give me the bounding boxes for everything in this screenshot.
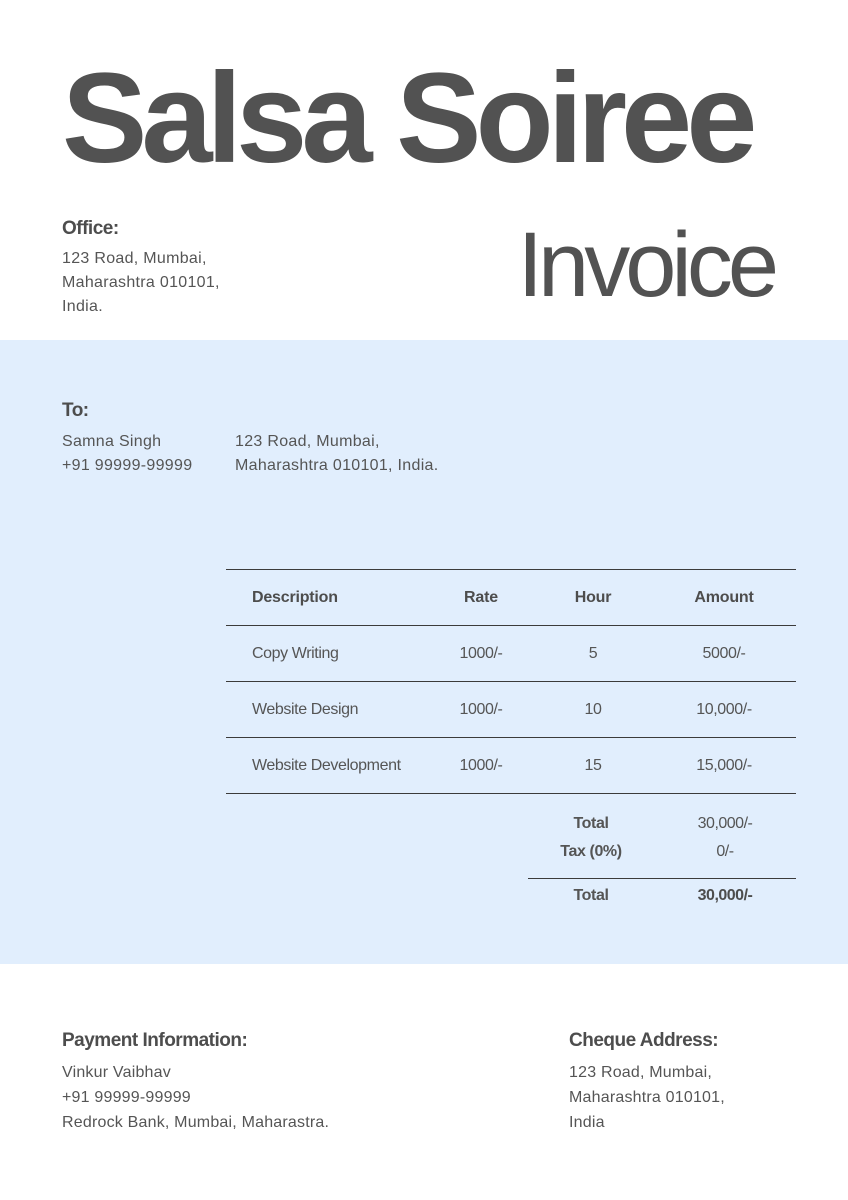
- column-header-description: Description: [226, 570, 428, 626]
- totals-divider: [528, 878, 796, 879]
- client-address-line: Maharashtra 010101, India.: [235, 457, 439, 474]
- tax-value: 0/-: [716, 843, 734, 860]
- document-title: Invoice: [517, 214, 774, 316]
- subtotal-label: Total: [573, 815, 609, 832]
- tax-row: [528, 838, 796, 866]
- subtotal-row: [528, 810, 796, 838]
- payment-info-label: Payment Information:: [62, 1030, 248, 1051]
- brand-title: Salsa Soiree: [62, 47, 752, 190]
- totals-block: [528, 810, 796, 910]
- tax-label: Tax (0%): [560, 843, 622, 860]
- subtotal-value: 30,000/-: [697, 815, 753, 832]
- payee-phone: +91 99999-99999: [62, 1089, 191, 1106]
- table-row: [226, 738, 796, 794]
- column-header-amount: Amount: [652, 570, 796, 626]
- cell-rate: 1000/-: [428, 626, 534, 682]
- payee-bank: Redrock Bank, Mumbai, Maharastra.: [62, 1114, 330, 1131]
- cell-description: Website Design: [226, 682, 428, 738]
- grand-total-value: 30,000/-: [697, 887, 753, 904]
- cheque-address-line: Maharashtra 010101,: [569, 1089, 725, 1106]
- grand-total-row: [528, 882, 796, 910]
- payee-name: Vinkur Vaibhav: [62, 1064, 171, 1081]
- bill-to-block: [62, 400, 439, 478]
- cheque-address-line: India: [569, 1114, 605, 1131]
- cell-amount: 5000/-: [652, 626, 796, 682]
- cell-amount: 10,000/-: [652, 682, 796, 738]
- bill-to-label: To:: [62, 400, 89, 421]
- client-name: Samna Singh: [62, 433, 162, 450]
- cell-hour: 10: [534, 682, 652, 738]
- client-address-line: 123 Road, Mumbai,: [235, 433, 380, 450]
- line-items-table: [226, 569, 796, 794]
- office-address-line: Maharashtra 010101,: [62, 274, 220, 291]
- grand-total-label: Total: [573, 887, 609, 904]
- column-header-hour: Hour: [534, 570, 652, 626]
- table-row: [226, 682, 796, 738]
- cheque-address-line: 123 Road, Mumbai,: [569, 1064, 713, 1081]
- table-header-row: [226, 570, 796, 626]
- cheque-address-label: Cheque Address:: [569, 1030, 719, 1051]
- cell-hour: 15: [534, 738, 652, 794]
- cheque-address-block: [569, 1030, 725, 1135]
- client-phone: +91 99999-99999: [62, 457, 193, 474]
- office-label: Office:: [62, 218, 119, 239]
- cell-hour: 5: [534, 626, 652, 682]
- office-address-line: India.: [62, 298, 103, 315]
- office-block: [62, 218, 362, 319]
- table-row: [226, 626, 796, 682]
- payment-info-block: [62, 1030, 329, 1135]
- cell-amount: 15,000/-: [652, 738, 796, 794]
- office-address-line: 123 Road, Mumbai,: [62, 250, 207, 267]
- cell-description: Copy Writing: [226, 626, 428, 682]
- column-header-rate: Rate: [428, 570, 534, 626]
- cell-rate: 1000/-: [428, 738, 534, 794]
- cell-rate: 1000/-: [428, 682, 534, 738]
- cell-description: Website Development: [226, 738, 428, 794]
